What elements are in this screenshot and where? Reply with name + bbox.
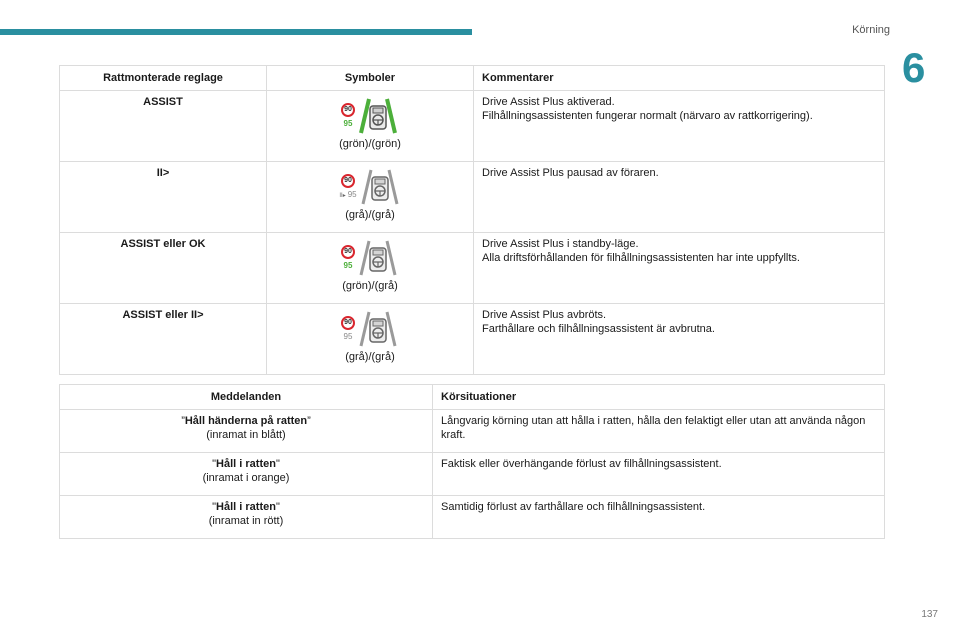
- message-text: Håll i ratten: [216, 501, 276, 513]
- column-header: Symboler: [267, 66, 474, 91]
- table-header-row: [60, 385, 885, 410]
- message-note: (inramat in blått): [206, 429, 286, 441]
- table-row: [60, 91, 885, 162]
- page-number: 137: [921, 609, 938, 620]
- message-cell: "Håll i ratten" (inramat i orange): [60, 453, 433, 496]
- lane-keeping-icon: [357, 239, 399, 277]
- table-row: [60, 233, 885, 304]
- symbol-cell: [267, 91, 474, 162]
- symbol-caption: (grön)/(grön): [339, 138, 401, 150]
- symbol-cell: [267, 233, 474, 304]
- comment-cell: Drive Assist Plus avbröts. Farthållare och filhållningsassistent är avbrutna.: [474, 304, 885, 375]
- symbol-cell: [267, 304, 474, 375]
- message-cell: "Håll i ratten" (inramat in rött): [60, 496, 433, 539]
- situation-cell: Långvarig körning utan att hålla i ratten, hålla den felaktigt eller utan att använda någon kraft.: [433, 410, 885, 453]
- column-header: Kommentarer: [474, 66, 885, 91]
- table-row: [60, 410, 885, 453]
- comment-cell: Drive Assist Plus i standby-läge. Alla driftsförhållanden för filhållningsassistenten har inte uppfyllts.: [474, 233, 885, 304]
- message-text: Håll händerna på ratten: [184, 415, 308, 427]
- pause-icon: II▸: [339, 192, 346, 199]
- column-header: Körsituationer: [433, 385, 885, 410]
- situation-cell: Samtidig förlust av farthållare och filhållningsassistent.: [433, 496, 885, 539]
- table-row: [60, 453, 885, 496]
- set-speed: 95: [343, 332, 353, 341]
- messages-table: [59, 384, 885, 539]
- control-name: II>: [60, 162, 267, 233]
- situation-cell: Faktisk eller överhängande förlust av filhållningsassistent.: [433, 453, 885, 496]
- section-title: Körning: [852, 24, 890, 36]
- message-text: Håll i ratten: [216, 458, 276, 470]
- lane-keeping-icon: [359, 168, 401, 206]
- header-accent-bar: [0, 29, 472, 35]
- speed-limit-icon: 90: [341, 174, 355, 188]
- control-name: ASSIST: [60, 91, 267, 162]
- speed-limit-icon: 90: [341, 103, 355, 117]
- symbol-cell: [267, 162, 474, 233]
- speed-limit-icon: 90: [341, 245, 355, 259]
- table-header-row: [60, 66, 885, 91]
- chapter-number: 6: [902, 44, 926, 91]
- message-note: (inramat in rött): [208, 515, 284, 527]
- lane-keeping-icon: [357, 97, 399, 135]
- speed-limit-icon: 90: [341, 316, 355, 330]
- controls-table: [59, 65, 885, 375]
- message-cell: ”Håll händerna på ratten” (inramat in blått): [60, 410, 433, 453]
- table-row: [60, 496, 885, 539]
- control-name: ASSIST eller OK: [60, 233, 267, 304]
- lane-keeping-icon: [357, 310, 399, 348]
- symbol-caption: (grå)/(grå): [345, 209, 395, 221]
- set-speed: 95: [343, 261, 353, 270]
- comment-cell: Drive Assist Plus aktiverad. Filhållningsassistenten fungerar normalt (närvaro av rattkorrigering).: [474, 91, 885, 162]
- symbol-caption: (grå)/(grå): [345, 351, 395, 363]
- message-note: (inramat i orange): [202, 472, 290, 484]
- symbol-caption: (grön)/(grå): [342, 280, 398, 292]
- table-row: [60, 162, 885, 233]
- table-row: [60, 304, 885, 375]
- column-header: Meddelanden: [60, 385, 433, 410]
- column-header: Rattmonterade reglage: [60, 66, 267, 91]
- comment-cell: Drive Assist Plus pausad av föraren.: [474, 162, 885, 233]
- set-speed: II▸ 95: [339, 189, 357, 199]
- set-speed: 95: [343, 119, 353, 128]
- control-name: ASSIST eller II>: [60, 304, 267, 375]
